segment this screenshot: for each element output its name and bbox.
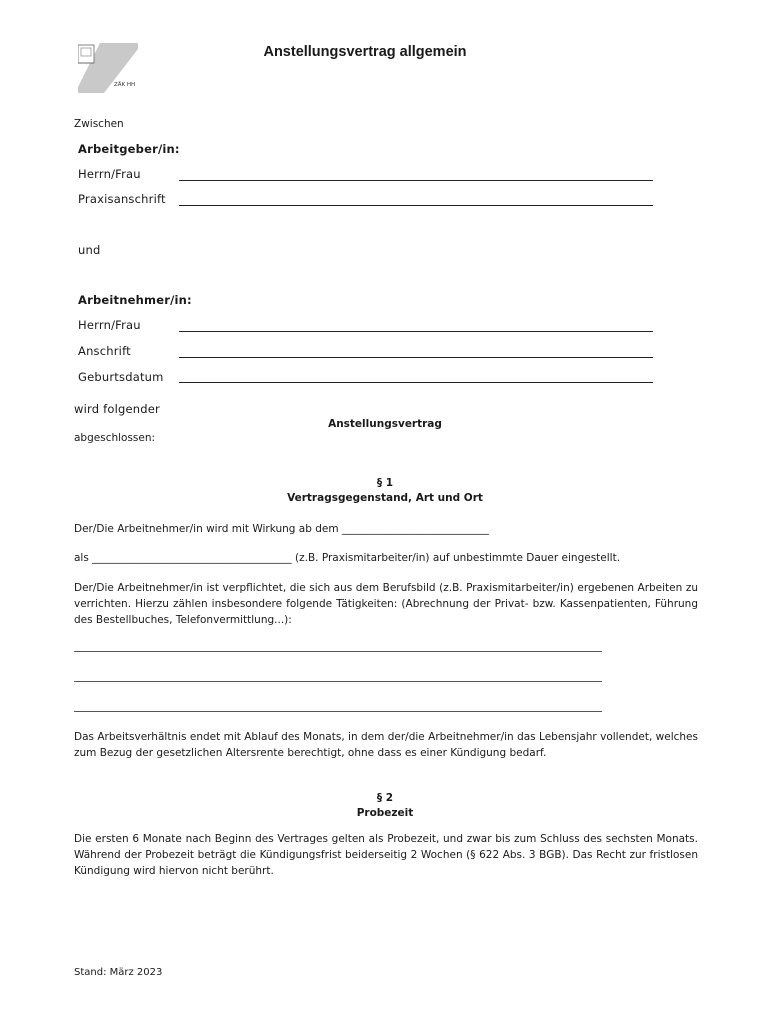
employee-address-field[interactable]: [179, 357, 653, 358]
employee-birthdate-label: Geburtsdatum: [78, 370, 164, 384]
section1-position: als ______________________________________ (z.B. Praxismitarbeiter/in) auf unbestimmte Dauer eingestellt.: [74, 552, 621, 564]
employer-heading: Arbeitgeber/in:: [78, 142, 180, 156]
employer-name-label: Herrn/Frau: [78, 167, 141, 181]
employer-address-field[interactable]: [179, 205, 653, 206]
section1-duties: Der/Die Arbeitnehmer/in ist verpflichtet, die sich aus dem Berufsbild (z.B. Praxismitarbeiter/in) ergebenen Arbeiten zu verrichten. Hierzu zählen insbesondere folgende Tätigkeiten: (Abrechnung der Privat- bzw. Kassenpatienten, Führung des Bestellbuches, Telefonvermittlung...):: [74, 582, 698, 626]
employee-name-field[interactable]: [179, 331, 653, 332]
section1-heading: Vertragsgegenstand, Art und Ort: [287, 492, 483, 504]
between-label: Zwischen: [74, 118, 124, 130]
employer-address-label: Praxisanschrift: [78, 192, 166, 206]
contract-intro-line2: abgeschlossen:: [74, 432, 156, 444]
logo-text: ZÄK HH: [114, 82, 136, 88]
employer-name-field[interactable]: [179, 180, 653, 181]
section1-termination: Das Arbeitsverhältnis endet mit Ablauf des Monats, in dem der/die Arbeitnehmer/in das Lebensjahr vollendet, welches zum Bezug der gesetzlichen Altersrente berechtigt, ohne dass es einer Kündigung bedarf.: [74, 731, 698, 759]
duties-line-1[interactable]: [74, 651, 602, 652]
employee-name-label: Herrn/Frau: [78, 318, 141, 332]
section2-heading: Probezeit: [356, 807, 414, 819]
page-title: Anstellungsvertrag allgemein: [263, 44, 467, 60]
contract-intro-line1: wird folgender: [74, 402, 160, 416]
employee-address-label: Anschrift: [78, 344, 131, 358]
employee-heading: Arbeitnehmer/in:: [78, 293, 192, 307]
section1-start-date: Der/Die Arbeitnehmer/in wird mit Wirkung ab dem ____________________________: [74, 523, 489, 535]
duties-line-3[interactable]: [74, 711, 602, 712]
employee-birthdate-field[interactable]: [179, 382, 653, 383]
section1-number: § 1: [376, 477, 394, 489]
footer-stand: Stand: März 2023: [74, 967, 163, 978]
section2-probation: Die ersten 6 Monate nach Beginn des Vertrages gelten als Probezeit, und zwar bis zum Schluss des sechsten Monats. Während der Probezeit beträgt die Kündigungsfrist beiderseitig 2 Wochen (§ 622 Abs. 3 BGB). Das Recht zur fristlosen Kündigung wird hiervon nicht berührt.: [74, 833, 698, 877]
section2-number: § 2: [376, 792, 394, 804]
contract-word: Anstellungsvertrag: [328, 418, 442, 430]
and-label: und: [78, 243, 101, 257]
duties-line-2[interactable]: [74, 681, 602, 682]
